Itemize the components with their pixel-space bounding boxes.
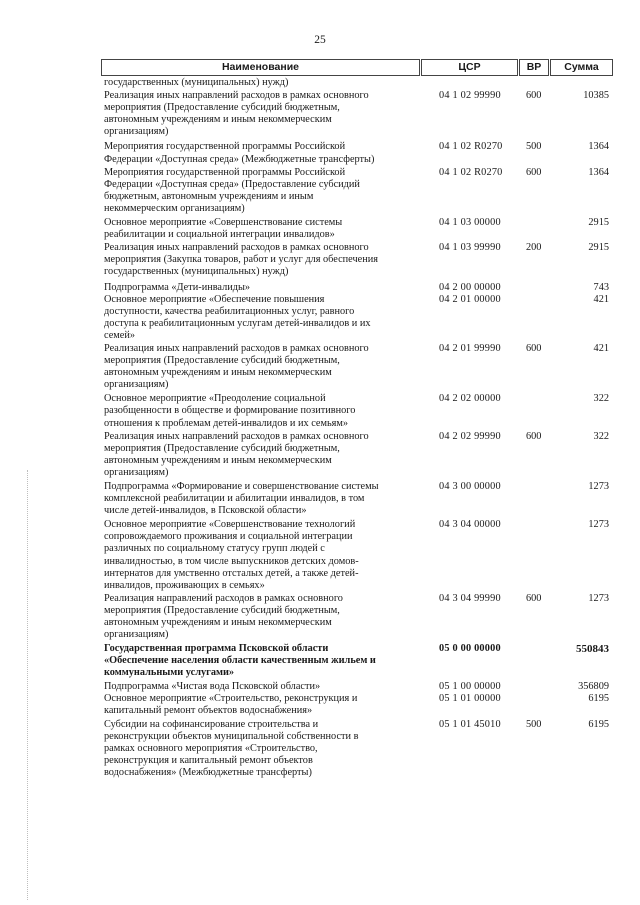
table-row [104, 217, 609, 241]
table-row [104, 282, 609, 342]
row-csr: 04 1 02 99990 [439, 90, 501, 102]
row-csr: 04 1 03 99990 [439, 242, 501, 254]
row-vr: 500 [526, 141, 542, 153]
row-csr: 04 3 04 99990 [439, 592, 501, 604]
table-body [104, 77, 609, 779]
row-name: Реализация иных направлений расходов в рамках основного мероприятия (Предоставление субсидий бюджетным, автономным учреждениям и иным некоммерческим организациям) [104, 430, 369, 478]
row-sum: 6195 [588, 718, 609, 730]
table-row [104, 393, 609, 429]
table-row [104, 643, 609, 679]
row-name: Государственная программа Псковской области «Обеспечение населения области качественным жильем и коммунальными услугами» [104, 643, 376, 679]
table-header [101, 59, 611, 76]
table-row [104, 141, 609, 165]
row-vr: 600 [526, 430, 542, 442]
row-sum: 550843 [576, 643, 609, 656]
row-name: Подпрограмма «Чистая вода Псковской области» Основное мероприятие «Строительство, реконструкция и капитальный ремонт объектов водоснабжения» [104, 680, 358, 716]
table-row [104, 593, 609, 641]
table-row [104, 242, 609, 278]
row-csr: 04 2 01 99990 [439, 342, 501, 354]
table-row [104, 90, 609, 138]
row-csr: 04 2 02 00000 [439, 393, 501, 405]
row-sum: 322 [593, 393, 609, 405]
row-sum: 1273 [588, 592, 609, 604]
row-sum: 1273 [588, 519, 609, 531]
row-vr: 600 [526, 90, 542, 102]
row-csr: 04 2 00 00000 04 2 01 00000 [439, 281, 501, 305]
binding-margin-line [27, 470, 28, 900]
row-name: Мероприятия государственной программы Российской Федерации «Доступная среда» (Предоставление субсидий бюджетным, автономным учреждениям и иным некоммерческим организациям) [104, 166, 360, 214]
row-csr: 04 3 00 00000 [439, 481, 501, 492]
row-name: Реализация иных направлений расходов в рамках основного мероприятия (Предоставление субсидий бюджетным, автономным учреждениям и иным некоммерческим организациям) [104, 342, 369, 391]
row-vr: 600 [526, 592, 542, 604]
table-row [104, 681, 609, 717]
row-sum: 2915 [588, 217, 609, 229]
row-csr: 04 2 02 99990 [439, 430, 501, 442]
row-name: Реализация направлений расходов в рамках основного мероприятия (Предоставление субсидий бюджетным, автономным учреждениям и иным некоммерческим организациям) [104, 592, 343, 641]
row-name: Подпрограмма «Формирование и совершенствование системы комплексной реабилитации и абилитации инвалидов, в том числе детей-инвалидов, в Псковской области» [104, 481, 379, 517]
row-vr: 600 [526, 342, 542, 354]
table-row [104, 481, 609, 517]
table-row [104, 719, 609, 779]
row-sum: 1364 [588, 166, 609, 178]
row-name: Основное мероприятие «Совершенствование системы реабилитации и социальной интеграции инвалидов» [104, 217, 343, 241]
row-csr: 05 0 00 00000 [439, 643, 501, 655]
row-csr: 04 1 02 R0270 [439, 166, 503, 178]
row-csr: 04 3 04 00000 [439, 519, 501, 531]
row-sum: 2915 [588, 242, 609, 254]
row-csr: 04 1 03 00000 [439, 217, 501, 229]
row-csr: 05 1 00 00000 05 1 01 00000 [439, 680, 501, 704]
row-name: Субсидии на софинансирование строительства и реконструкции объектов муниципальной собственности в рамках основного мероприятия «Строительство, реконструкция и капитальный ремонт объектов водоснабжения» (Межбюджетные трансферты) [104, 718, 359, 779]
row-name: Основное мероприятие «Преодоление социальной разобщенности в обществе и формирование позитивного отношения к проблемам детей-инвалидов и их семьям» [104, 393, 356, 429]
row-vr: 600 [526, 166, 542, 178]
row-name: Реализация иных направлений расходов в рамках основного мероприятия (Закупка товаров, работ и услуг для обеспечения государственных (муниципальных) нужд) [104, 242, 378, 278]
table-row [104, 519, 609, 592]
table-row [104, 167, 609, 215]
page-number: 25 [314, 34, 326, 46]
table-row [104, 431, 609, 479]
row-vr: 500 [526, 718, 542, 730]
header-vr: ВР [519, 59, 549, 76]
row-sum: 10385 [583, 90, 609, 102]
row-csr: 05 1 01 45010 [439, 718, 501, 730]
row-sum: 421 [593, 342, 609, 354]
row-name: Подпрограмма «Дети-инвалиды» Основное мероприятие «Обеспечение повышения доступности, качества реабилитационных услуг, равного доступа к реабилитационным услугам детей-инвалидов и их семей» [104, 281, 371, 341]
table-row [104, 343, 609, 391]
row-sum: 322 [593, 430, 609, 442]
row-sum: 743 421 [593, 281, 609, 305]
row-name: Мероприятия государственной программы Российской Федерации «Доступная среда» (Межбюджетные трансферты) [104, 141, 375, 165]
row-sum: 1364 [588, 141, 609, 153]
header-name: Наименование [101, 59, 420, 76]
row-name: Основное мероприятие «Совершенствование технологий сопровождаемого проживания и социальной интеграции различных по социальному статусу групп людей с инвалидностью, в том числе выпускников детских домов- интернатов для умственно отсталых детей, а также детей- инвалидов, проживающих в семьях» [104, 519, 359, 591]
header-csr: ЦСР [421, 59, 518, 76]
row-sum: 356809 6195 [578, 680, 609, 704]
header-sum: Сумма [550, 59, 613, 76]
row-name: государственных (муниципальных) нужд) [104, 77, 289, 88]
row-sum: 1273 [588, 481, 609, 492]
row-name: Реализация иных направлений расходов в рамках основного мероприятия (Предоставление субсидий бюджетным, автономным учреждениям и иным некоммерческим организациям) [104, 90, 369, 138]
row-vr: 200 [526, 242, 542, 254]
row-csr: 04 1 02 R0270 [439, 141, 503, 153]
table-row [104, 77, 609, 89]
